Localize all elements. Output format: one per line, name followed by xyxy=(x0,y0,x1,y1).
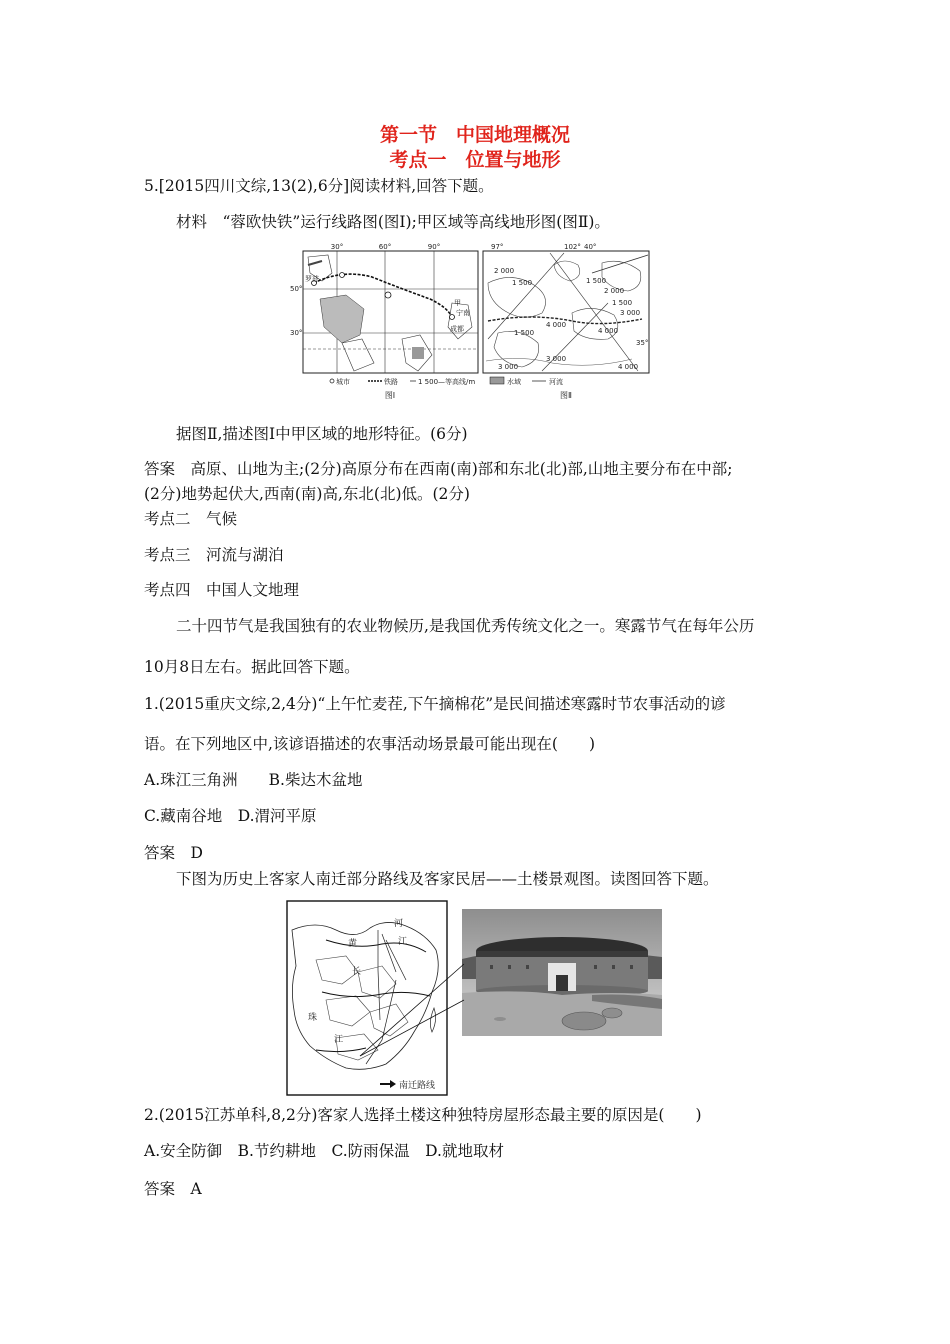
place-jia: 甲 xyxy=(454,299,461,307)
q5-answer-line2: (2分)地势起伏大,西南(南)高,东北(北)低。(2分) xyxy=(144,485,470,503)
q1-options-row2: C.藏南谷地 D.渭河平原 xyxy=(144,807,317,825)
contour-label: 1 500 xyxy=(512,279,533,287)
legend-river: 河流 xyxy=(549,378,563,386)
intro2: 下图为历史上客家人南迁部分路线及客家民居——土楼景观图。读图回答下题。 xyxy=(176,870,719,888)
q5-question: 据图Ⅱ,描述图Ⅰ中甲区域的地形特征。(6分) xyxy=(176,425,468,443)
river-zhu: 珠 xyxy=(308,1013,318,1023)
map-photo-connector xyxy=(360,960,470,1060)
contour-label: 4 000 xyxy=(618,363,639,371)
q2-stem: 2.(2015江苏单科,8,2分)客家人选择土楼这种独特房屋形态最主要的原因是( ) xyxy=(144,1106,702,1124)
section-human-geo: 考点四 中国人文地理 xyxy=(144,581,300,599)
intro-line2: 10月8日左右。据此回答下题。 xyxy=(144,658,360,676)
map2-lon-102: 102° xyxy=(564,243,581,251)
contour-label: 1 500 xyxy=(586,277,607,285)
map1-lon-90: 90° xyxy=(427,243,441,251)
q5-stem: 5.[2015四川文综,13(2),6分]阅读材料,回答下题。 xyxy=(144,177,494,195)
q2-answer: 答案 A xyxy=(144,1180,202,1198)
caption-figure-2: 图Ⅱ xyxy=(560,391,572,400)
caption-figure-1: 图Ⅰ xyxy=(384,391,396,400)
legend-railway: 铁路 xyxy=(384,378,398,386)
q1-line1: 1.(2015重庆文综,2,4分)“上午忙麦茬,下午摘棉花”是民间描述寒露时节农事活动的谚 xyxy=(144,695,726,713)
q5-material: 材料 “蓉欧快铁”运行线路图(图Ⅰ);甲区域等高线地形图(图Ⅱ)。 xyxy=(176,213,610,231)
contour-label: 4 000 xyxy=(546,321,567,329)
contour-label: 2 000 xyxy=(494,267,515,275)
place-ningnan: 宁南 xyxy=(456,309,470,317)
intro-line1: 二十四节气是我国独有的农业物候历,是我国优秀传统文化之一。寒露节气在每年公历 xyxy=(176,617,755,635)
map2-lat-35: 35° xyxy=(636,339,649,347)
map1-lat-30: 30° xyxy=(290,329,303,337)
contour-label: 2 000 xyxy=(604,287,625,295)
map2-lon-40: 40° xyxy=(584,243,597,251)
map-figure-2 xyxy=(483,243,649,373)
legend-contour: 1 500—等高线/m xyxy=(418,378,476,386)
map2-lon-97: 97° xyxy=(491,243,504,251)
section-rivers: 考点三 河流与湖泊 xyxy=(144,546,284,564)
map1-lat-50: 50° xyxy=(290,285,303,293)
contour-label: 3 000 xyxy=(546,355,567,363)
map-legend xyxy=(330,377,563,386)
q1-line2: 语。在下列地区中,该谚语描述的农事活动场景最可能出现在( ) xyxy=(144,735,596,753)
contour-label: 3 000 xyxy=(620,309,641,317)
q1-options-row1: A.珠江三角洲 B.柴达木盆地 xyxy=(144,771,363,789)
place-lodz: 罗兹 xyxy=(305,275,319,283)
river-huang: 黄 xyxy=(348,939,358,949)
q1-answer: 答案 D xyxy=(144,844,203,862)
map1-lon-60: 60° xyxy=(378,243,392,251)
map-figure-1 xyxy=(290,243,478,373)
river-jiang1: 江 xyxy=(398,937,408,947)
river-jiang2: 江 xyxy=(334,1035,344,1045)
legend-migration-route: 南迁路线 xyxy=(399,1081,436,1091)
q5-answer-line1: 答案 高原、山地为主;(2分)高原分布在西南(南)部和东北(北)部,山地主要分布在中部; xyxy=(144,460,733,478)
contour-label: 3 000 xyxy=(498,363,519,371)
section-title: 第一节 中国地理概况 xyxy=(379,124,570,146)
topic-title: 考点一 位置与地形 xyxy=(389,149,561,171)
map1-lon-30: 30° xyxy=(330,243,344,251)
railway-contour-figure xyxy=(290,243,653,403)
river-he: 河 xyxy=(394,919,404,929)
contour-label: 1 500 xyxy=(612,299,633,307)
place-chengdu: 成都 xyxy=(450,325,464,333)
q2-options: A.安全防御 B.节约耕地 C.防雨保温 D.就地取材 xyxy=(144,1142,504,1160)
section-climate: 考点二 气候 xyxy=(144,510,238,528)
contour-label: 1 500 xyxy=(514,329,535,337)
legend-water: 水域 xyxy=(507,378,521,386)
river-chang: 长 xyxy=(352,967,362,977)
legend-city: 城市 xyxy=(336,378,350,386)
contour-label: 4 000 xyxy=(598,327,619,335)
tulou-photo xyxy=(462,909,662,1036)
